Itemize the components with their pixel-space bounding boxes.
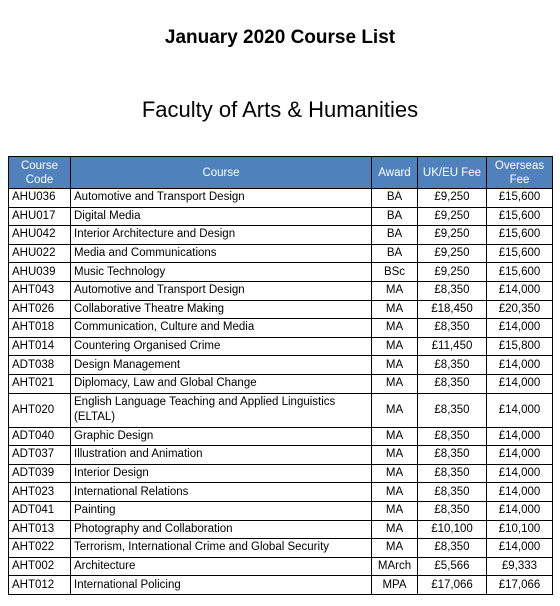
header-course-code: Course Code <box>9 157 71 189</box>
overseas-fee-cell: £14,000 <box>487 281 553 300</box>
table-row <box>9 207 553 226</box>
uk-eu-fee-cell: £8,350 <box>418 393 487 427</box>
uk-eu-fee-cell: £8,350 <box>418 446 487 465</box>
uk-eu-fee-cell: £8,350 <box>418 427 487 446</box>
course-name-cell: Automotive and Transport Design <box>71 281 372 300</box>
overseas-fee-cell: £14,000 <box>487 446 553 465</box>
award-cell: MA <box>372 520 418 539</box>
table-row <box>9 226 553 245</box>
overseas-fee-cell: £14,000 <box>487 539 553 558</box>
uk-eu-fee-cell: £8,350 <box>418 281 487 300</box>
course-name-cell: Painting <box>71 501 372 520</box>
table-row <box>9 356 553 375</box>
course-code-cell: AHT018 <box>9 319 71 338</box>
course-code-cell: AHT023 <box>9 483 71 502</box>
table-row <box>9 557 553 576</box>
course-code-cell: AHU017 <box>9 207 71 226</box>
header-row <box>9 157 553 189</box>
course-name-cell: Automotive and Transport Design <box>71 189 372 208</box>
course-code-cell: ADT037 <box>9 446 71 465</box>
overseas-fee-cell: £14,000 <box>487 374 553 393</box>
course-code-cell: ADT041 <box>9 501 71 520</box>
course-name-cell: Design Management <box>71 356 372 375</box>
award-cell: MA <box>372 337 418 356</box>
course-name-cell: Illustration and Animation <box>71 446 372 465</box>
table-row <box>9 319 553 338</box>
award-cell: BA <box>372 207 418 226</box>
course-name-cell: Architecture <box>71 557 372 576</box>
course-code-cell: AHU036 <box>9 189 71 208</box>
course-name-cell: Terrorism, International Crime and Global Security <box>71 539 372 558</box>
uk-eu-fee-cell: £17,066 <box>418 576 487 595</box>
uk-eu-fee-cell: £8,350 <box>418 464 487 483</box>
table-row <box>9 539 553 558</box>
award-cell: MA <box>372 393 418 427</box>
header-uk-eu-fee: UK/EU Fee <box>418 157 487 189</box>
uk-eu-fee-cell: £8,350 <box>418 356 487 375</box>
uk-eu-fee-cell: £8,350 <box>418 539 487 558</box>
table-row <box>9 464 553 483</box>
table-row <box>9 520 553 539</box>
award-cell: MA <box>372 464 418 483</box>
overseas-fee-cell: £15,600 <box>487 207 553 226</box>
overseas-fee-cell: £14,000 <box>487 393 553 427</box>
course-name-cell: English Language Teaching and Applied Linguistics (ELTAL) <box>71 393 372 427</box>
award-cell: MA <box>372 501 418 520</box>
course-code-cell: AHT043 <box>9 281 71 300</box>
header-overseas-fee: Overseas Fee <box>487 157 553 189</box>
course-code-cell: ADT040 <box>9 427 71 446</box>
course-rows <box>9 189 553 595</box>
award-cell: MA <box>372 483 418 502</box>
table-row <box>9 374 553 393</box>
award-cell: BA <box>372 226 418 245</box>
award-cell: MA <box>372 446 418 465</box>
award-cell: MA <box>372 356 418 375</box>
award-cell: MA <box>372 427 418 446</box>
course-table <box>8 156 553 595</box>
course-name-cell: Music Technology <box>71 263 372 282</box>
table-row <box>9 427 553 446</box>
header-award: Award <box>372 157 418 189</box>
course-code-cell: AHT014 <box>9 337 71 356</box>
award-cell: MPA <box>372 576 418 595</box>
course-name-cell: Photography and Collaboration <box>71 520 372 539</box>
table-row <box>9 300 553 319</box>
course-code-cell: AHT013 <box>9 520 71 539</box>
uk-eu-fee-cell: £10,100 <box>418 520 487 539</box>
uk-eu-fee-cell: £8,350 <box>418 319 487 338</box>
uk-eu-fee-cell: £9,250 <box>418 263 487 282</box>
overseas-fee-cell: £14,000 <box>487 501 553 520</box>
table-row <box>9 263 553 282</box>
award-cell: BA <box>372 189 418 208</box>
overseas-fee-cell: £14,000 <box>487 464 553 483</box>
table-row <box>9 281 553 300</box>
overseas-fee-cell: £15,600 <box>487 189 553 208</box>
table-row <box>9 501 553 520</box>
award-cell: BA <box>372 244 418 263</box>
table-row <box>9 189 553 208</box>
course-name-cell: International Policing <box>71 576 372 595</box>
course-name-cell: Collaborative Theatre Making <box>71 300 372 319</box>
award-cell: MA <box>372 319 418 338</box>
course-code-cell: AHT012 <box>9 576 71 595</box>
overseas-fee-cell: £9,333 <box>487 557 553 576</box>
overseas-fee-cell: £14,000 <box>487 356 553 375</box>
award-cell: BSc <box>372 263 418 282</box>
course-code-cell: ADT039 <box>9 464 71 483</box>
course-name-cell: Communication, Culture and Media <box>71 319 372 338</box>
course-code-cell: AHU022 <box>9 244 71 263</box>
award-cell: MA <box>372 281 418 300</box>
uk-eu-fee-cell: £8,350 <box>418 374 487 393</box>
course-code-cell: ADT038 <box>9 356 71 375</box>
overseas-fee-cell: £17,066 <box>487 576 553 595</box>
overseas-fee-cell: £20,350 <box>487 300 553 319</box>
course-code-cell: AHT026 <box>9 300 71 319</box>
table-row <box>9 483 553 502</box>
overseas-fee-cell: £15,600 <box>487 226 553 245</box>
course-code-cell: AHT002 <box>9 557 71 576</box>
award-cell: MA <box>372 300 418 319</box>
table-row <box>9 446 553 465</box>
table-row <box>9 576 553 595</box>
table-row <box>9 244 553 263</box>
uk-eu-fee-cell: £11,450 <box>418 337 487 356</box>
award-cell: MA <box>372 539 418 558</box>
table-row <box>9 337 553 356</box>
uk-eu-fee-cell: £9,250 <box>418 226 487 245</box>
document-title: January 2020 Course List <box>164 27 396 48</box>
course-name-cell: Diplomacy, Law and Global Change <box>71 374 372 393</box>
course-code-cell: AHT022 <box>9 539 71 558</box>
uk-eu-fee-cell: £8,350 <box>418 501 487 520</box>
overseas-fee-cell: £15,600 <box>487 244 553 263</box>
overseas-fee-cell: £14,000 <box>487 319 553 338</box>
uk-eu-fee-cell: £5,566 <box>418 557 487 576</box>
uk-eu-fee-cell: £9,250 <box>418 189 487 208</box>
course-code-cell: AHT021 <box>9 374 71 393</box>
course-name-cell: Digital Media <box>71 207 372 226</box>
course-name-cell: Media and Communications <box>71 244 372 263</box>
overseas-fee-cell: £14,000 <box>487 427 553 446</box>
faculty-title: Faculty of Arts & Humanities <box>141 97 419 122</box>
course-name-cell: International Relations <box>71 483 372 502</box>
uk-eu-fee-cell: £9,250 <box>418 207 487 226</box>
overseas-fee-cell: £15,800 <box>487 337 553 356</box>
award-cell: MA <box>372 374 418 393</box>
award-cell: MArch <box>372 557 418 576</box>
uk-eu-fee-cell: £18,450 <box>418 300 487 319</box>
overseas-fee-cell: £10,100 <box>487 520 553 539</box>
course-name-cell: Interior Architecture and Design <box>71 226 372 245</box>
uk-eu-fee-cell: £9,250 <box>418 244 487 263</box>
course-name-cell: Interior Design <box>71 464 372 483</box>
course-code-cell: AHU039 <box>9 263 71 282</box>
overseas-fee-cell: £15,600 <box>487 263 553 282</box>
course-code-cell: AHT020 <box>9 393 71 427</box>
header-course: Course <box>71 157 372 189</box>
uk-eu-fee-cell: £8,350 <box>418 483 487 502</box>
table-row <box>9 393 553 427</box>
overseas-fee-cell: £14,000 <box>487 483 553 502</box>
course-name-cell: Countering Organised Crime <box>71 337 372 356</box>
course-name-cell: Graphic Design <box>71 427 372 446</box>
course-code-cell: AHU042 <box>9 226 71 245</box>
